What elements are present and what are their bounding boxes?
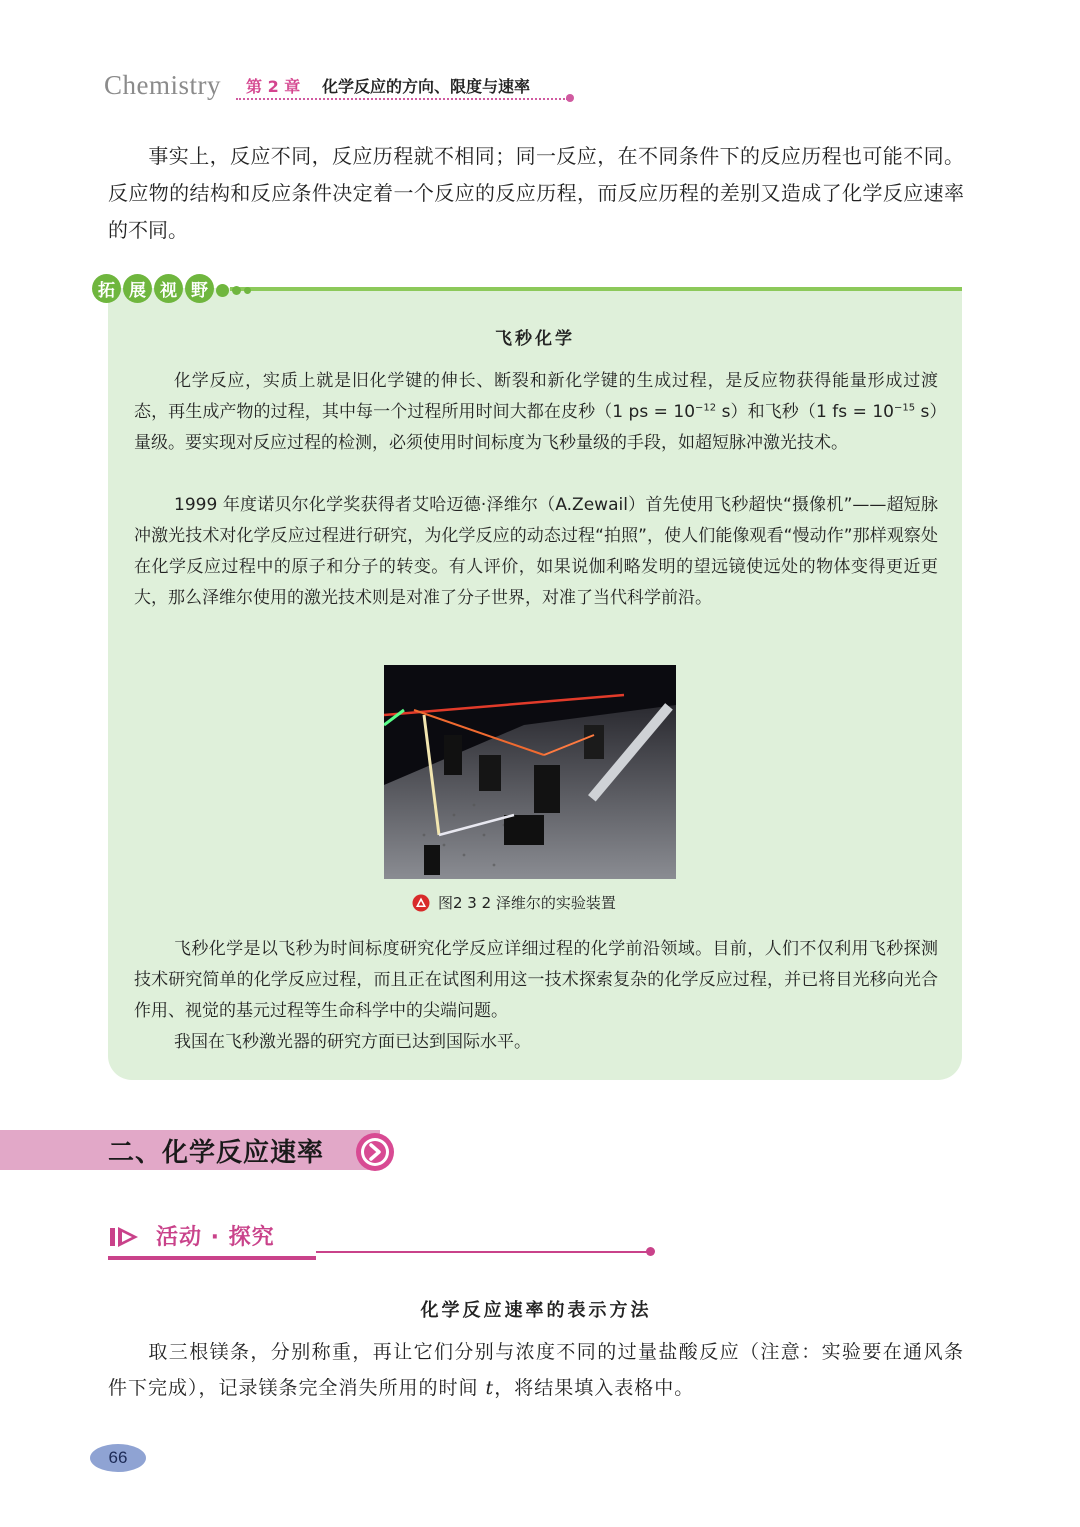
badge-char: 视 [154,274,183,303]
activity-subtitle: 化学反应速率的表示方法 [420,1300,652,1321]
activity-label: 活动 · 探究 [156,1225,275,1250]
extension-paragraph-4: 我国在飞秒激光器的研究方面已达到国际水平。 [174,1032,531,1052]
extension-top-line [230,287,962,291]
chapter-title: 化学反应的方向、限度与速率 [322,77,531,96]
laser-experiment-photo [384,665,676,879]
extension-badge [92,274,214,304]
arrow-right-icon [355,1132,395,1172]
page-number: 66 [90,1444,146,1472]
activity-underline [108,1256,316,1260]
extension-paragraph-1: 化学反应，实质上就是旧化学键的伸长、断裂和新化学键的生成过程，是反应物获得能量形成过渡态，再生成产物的过程，其中每一个过程所用时间大都在皮秒（1 ps = $10^{-12}$ s）和飞秒（1 fs = $10^{-15}$ s）量级。要实现对反应过程的检测，必须使用时间标度为飞秒量级的手段，如超短脉冲激光技术。 [134,371,938,453]
badge-char: 拓 [92,274,121,303]
header-divider-dot [566,94,574,102]
extension-paragraph-2: 1999 年度诺贝尔化学奖获得者艾哈迈德·泽维尔（A.Zewail）首先使用飞秒超快“摄像机”——超短脉冲激光技术对化学反应过程进行研究，为化学反应的动态过程“拍照”，使人们能像观看“慢动作”那样观察处在化学反应过程中的原子和分子的转变。有人评价，如果说伽利略发明的望远镜使远处的物体变得更近更大，那么泽维尔使用的激光技术则是对准了分子世界，对准了当代科学前沿。 [134,495,938,608]
badge-dots [216,284,251,297]
chapter-number: 第 2 章 [246,77,301,96]
figure-caption: 图2 3 2 泽维尔的实验装置 [412,892,616,913]
intro-paragraph: 事实上，反应不同，反应历程就不相同；同一反应，在不同条件下的反应历程也可能不同。反应物的结构和反应条件决定着一个反应的反应历程，而反应历程的差别又造成了化学反应速率的不同。 [108,144,964,242]
extension-title: 飞秒化学 [495,329,575,349]
header-divider [236,98,568,100]
book-brand: Chemistry [104,70,221,100]
extension-paragraph-3: 飞秒化学是以飞秒为时间标度研究化学反应详细过程的化学前沿领域。目前，人们不仅利用飞秒探测技术研究简单的化学反应过程，而且正在试图利用这一技术探索复杂的化学反应过程，并已将目光移向光合作用、视觉的基元过程等生命科学中的尖端问题。 [134,939,938,1021]
play-icon [110,1226,140,1248]
activity-underline-thin [316,1251,650,1253]
badge-char: 野 [185,274,214,303]
badge-char: 展 [123,274,152,303]
activity-underline-dot [646,1247,655,1256]
triangle-icon [412,894,430,912]
activity-paragraph: 取三根镁条，分别称重，再让它们分别与浓度不同的过量盐酸反应（注意：实验要在通风条件下完成），记录镁条完全消失所用的时间 t，将结果填入表格中。 [108,1341,964,1399]
section-title: 二、化学反应速率 [108,1138,325,1168]
